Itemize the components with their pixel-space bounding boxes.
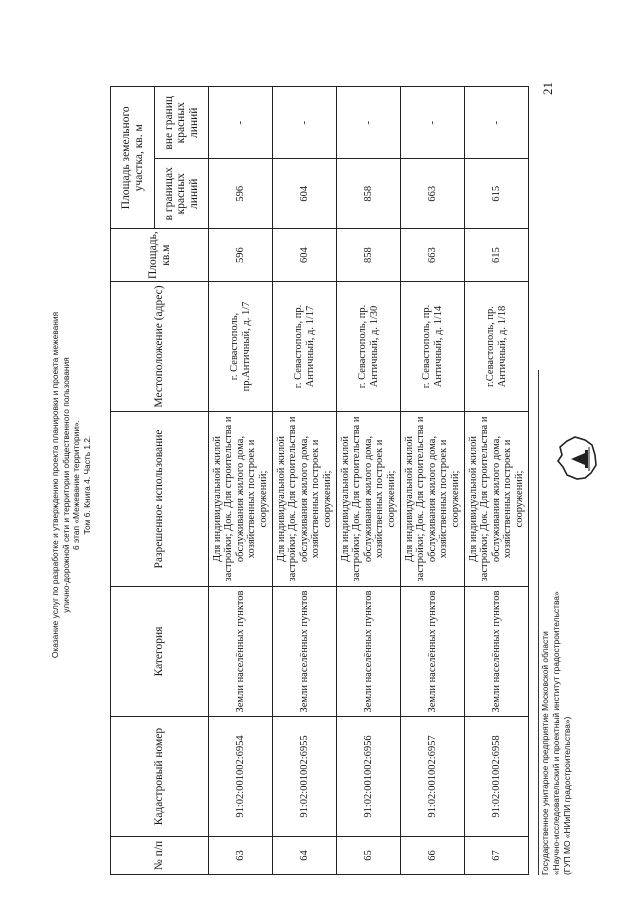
cell-category: Земли населённых пунктов bbox=[465, 587, 529, 717]
cell-no: 65 bbox=[337, 837, 401, 875]
cell-inside: 604 bbox=[273, 159, 337, 229]
cell-outside: - bbox=[465, 87, 529, 159]
organization-logo-icon bbox=[555, 433, 599, 485]
table-row bbox=[401, 87, 465, 875]
cell-category: Земли населённых пунктов bbox=[273, 587, 337, 717]
cell-area: 604 bbox=[273, 229, 337, 282]
col-header-no: № п/п bbox=[111, 837, 209, 875]
col-header-location: Местоположение (адрес) bbox=[111, 282, 209, 412]
cell-cadastral: 91:02:001002:6957 bbox=[401, 717, 465, 837]
header-line-1: Оказание услуг по разработке и утверждению проекта планировки и проекта межевания bbox=[50, 311, 60, 659]
cell-cadastral: 91:02:001002:6958 bbox=[465, 717, 529, 837]
footer-line-2: «Научно-исследовательский и проектный институт градостроительства» bbox=[551, 591, 561, 875]
cell-inside: 615 bbox=[465, 159, 529, 229]
cell-outside: - bbox=[209, 87, 273, 159]
cell-no: 64 bbox=[273, 837, 337, 875]
cell-location: г. Севастополь, пр.Античный, д. 1/7 bbox=[209, 282, 273, 412]
cell-cadastral: 91:02:001002:6956 bbox=[337, 717, 401, 837]
document-header bbox=[50, 195, 92, 775]
page-number: 21 bbox=[540, 82, 555, 95]
table-row bbox=[465, 87, 529, 875]
cell-area: 858 bbox=[337, 229, 401, 282]
header-line-3: 6 этап «Межевание территории». bbox=[71, 420, 82, 550]
cell-inside: 858 bbox=[337, 159, 401, 229]
header-line-4: Том 6. Книга 4. Часть 1.2. bbox=[81, 435, 92, 535]
cell-location: г.Севастополь, пр. Античный, д. 1/18 bbox=[465, 282, 529, 412]
cell-no: 66 bbox=[401, 837, 465, 875]
cell-use: Для индивидуальной жилой застройки; Док. Для строительства и обслуживания жилого дома, хозяйственных построек и сооружений; bbox=[465, 412, 529, 587]
cell-location: г. Севастополь, пр. Античный, д. 1/14 bbox=[401, 282, 465, 412]
table-row bbox=[337, 87, 401, 875]
col-header-inside: в границах красных линий bbox=[155, 159, 209, 229]
cell-location: г. Севастополь, пр. Античный, д. 1/17 bbox=[273, 282, 337, 412]
cell-outside: - bbox=[401, 87, 465, 159]
cell-inside: 663 bbox=[401, 159, 465, 229]
col-header-use: Разрешенное использование bbox=[111, 412, 209, 587]
col-header-land-area: Площадь земельного участка, кв. м bbox=[111, 87, 155, 229]
cell-no: 67 bbox=[465, 837, 529, 875]
cell-area: 615 bbox=[465, 229, 529, 282]
cell-cadastral: 91:02:001002:6955 bbox=[273, 717, 337, 837]
footer-divider bbox=[538, 370, 539, 875]
cell-use: Для индивидуальной жилой застройки; Док. Для строительства и обслуживания жилого дома, хозяйственных построек и сооружений; bbox=[401, 412, 465, 587]
cell-use: Для индивидуальной жилой застройки; Док. Для строительства и обслуживания жилого дома, хозяйственных построек и сооружений; bbox=[273, 412, 337, 587]
cell-category: Земли населённых пунктов bbox=[401, 587, 465, 717]
cell-area: 596 bbox=[209, 229, 273, 282]
table-row bbox=[273, 87, 337, 875]
cell-category: Земли населённых пунктов bbox=[337, 587, 401, 717]
header-line-2: улично-дорожной сети и территории общественного пользования bbox=[60, 357, 71, 613]
cell-location: г. Севастополь, пр. Античный, д. 1/30 bbox=[337, 282, 401, 412]
col-header-category: Категория bbox=[111, 587, 209, 717]
cell-use: Для индивидуальной жилой застройки; Док. Для строительства и обслуживания жилого дома, хозяйственных построек и сооружений; bbox=[337, 412, 401, 587]
cell-no: 63 bbox=[209, 837, 273, 875]
document-footer bbox=[540, 495, 573, 875]
land-plots-table bbox=[110, 86, 529, 875]
table-row bbox=[209, 87, 273, 875]
cell-outside: - bbox=[273, 87, 337, 159]
cell-use: Для индивидуальной жилой застройки; Док. Для строительства и обслуживания жилого дома, хозяйственных построек и сооружений; bbox=[209, 412, 273, 587]
col-header-cadastral: Кадастровый номер bbox=[111, 717, 209, 837]
col-header-outside: вне границ красных линий bbox=[155, 87, 209, 159]
cell-cadastral: 91:02:001002:6954 bbox=[209, 717, 273, 837]
cell-outside: - bbox=[337, 87, 401, 159]
footer-line-1: Государственное унитарное предприятие Московской области bbox=[540, 631, 550, 875]
cell-area: 663 bbox=[401, 229, 465, 282]
cell-category: Земли населённых пунктов bbox=[209, 587, 273, 717]
cell-inside: 596 bbox=[209, 159, 273, 229]
footer-line-3: (ГУП МО «НИиПИ градостроительства») bbox=[562, 716, 572, 875]
col-header-area: Площадь, кв.м bbox=[111, 229, 209, 282]
